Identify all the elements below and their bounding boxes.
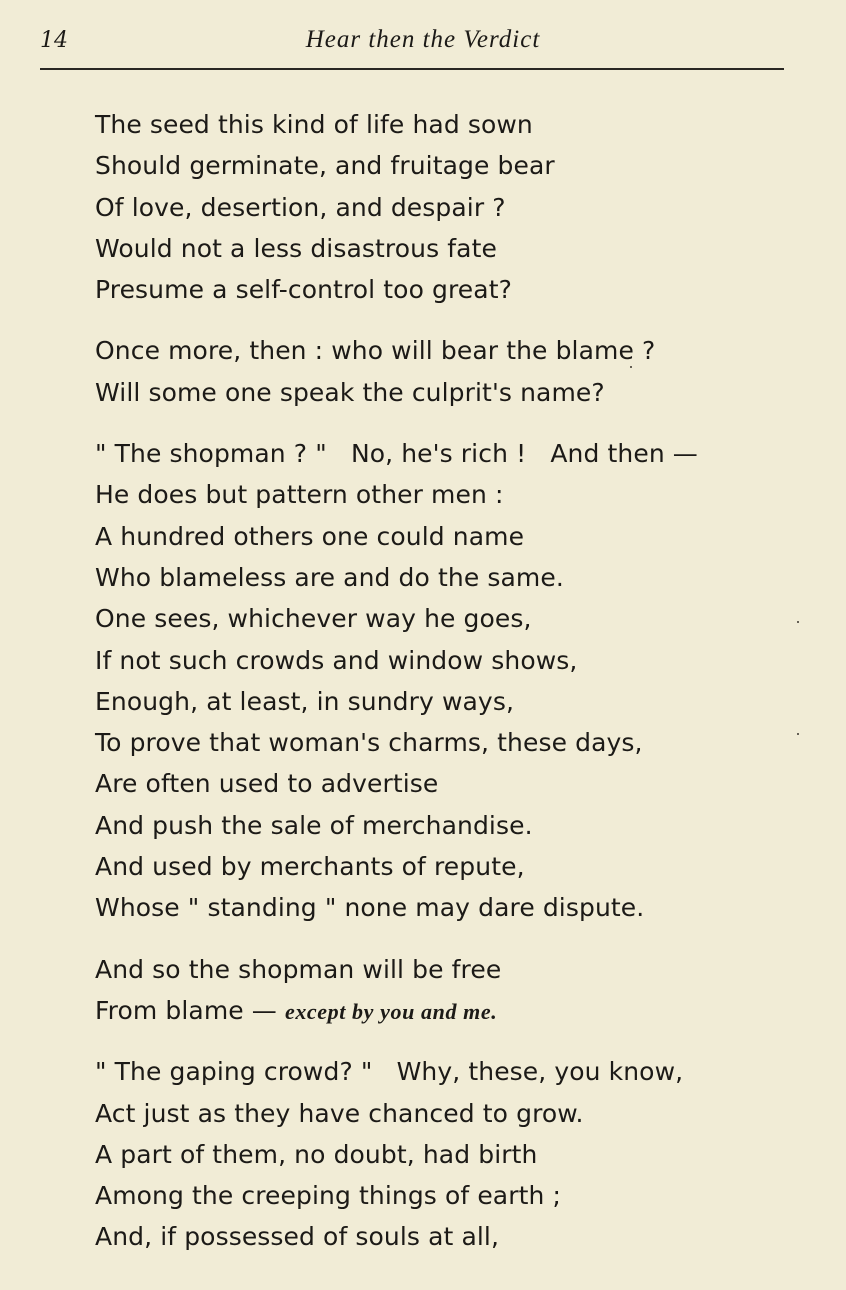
poem-line: And so the shopman will be free	[95, 954, 502, 984]
poem-line: A hundred others one could name	[95, 521, 525, 551]
poem-line: Among the creeping things of earth ;	[95, 1181, 562, 1211]
stanza-3	[95, 433, 795, 929]
paper-speck	[630, 366, 632, 368]
poem-line: Enough, at least, in sundry ways,	[95, 686, 514, 716]
poem-line: A part of them, no doubt, had birth	[95, 1139, 538, 1169]
poem-line: Should germinate, and fruitage bear	[95, 151, 555, 181]
poem-line: Are often used to advertise	[95, 769, 439, 799]
header-rule	[40, 68, 784, 70]
running-title: Hear then the Verdict	[305, 26, 541, 53]
poem-line: " The gaping crowd? " Why, these, you know,	[95, 1057, 684, 1087]
plain-text: From blame —	[95, 995, 285, 1025]
stanza-2	[95, 330, 795, 413]
poem-line: And used by merchants of repute,	[95, 852, 525, 882]
poem-line: Of love, desertion, and despair ?	[95, 192, 506, 222]
poem-line: Once more, then : who will bear the blame ?	[95, 336, 656, 366]
poem-line: He does but pattern other men :	[95, 480, 504, 510]
poem-line: One sees, whichever way he goes,	[95, 604, 532, 634]
poem-line: The seed this kind of life had sown	[95, 110, 533, 139]
paper-speck	[797, 621, 799, 623]
paper-speck	[797, 733, 799, 735]
italic-text: except by you and me.	[284, 998, 498, 1024]
poem-line: Will some one speak the culprit's name?	[95, 377, 605, 407]
poem-line-mixed	[95, 990, 795, 1031]
poem-line: " The shopman ? " No, he's rich ! And then —	[95, 439, 698, 469]
poem-line: Presume a self-control too great?	[95, 275, 512, 305]
poem-line: Would not a less disastrous fate	[95, 233, 497, 263]
poem-line: To prove that woman's charms, these days,	[95, 728, 643, 758]
poem-line: Who blameless are and do the same.	[95, 562, 564, 592]
poem-line: Whose " standing " none may dare dispute.	[95, 893, 645, 923]
poem-text	[95, 104, 795, 1278]
poem-line: Act just as they have chanced to grow.	[95, 1098, 584, 1128]
poem-line: And, if possessed of souls at all,	[95, 1222, 499, 1252]
stanza-5	[95, 1051, 795, 1257]
poem-line: If not such crowds and window shows,	[95, 645, 578, 675]
stanza-4	[95, 949, 795, 1032]
page-number: 14	[40, 28, 68, 53]
poem-line: And push the sale of merchandise.	[95, 810, 533, 840]
stanza-1	[95, 104, 795, 310]
